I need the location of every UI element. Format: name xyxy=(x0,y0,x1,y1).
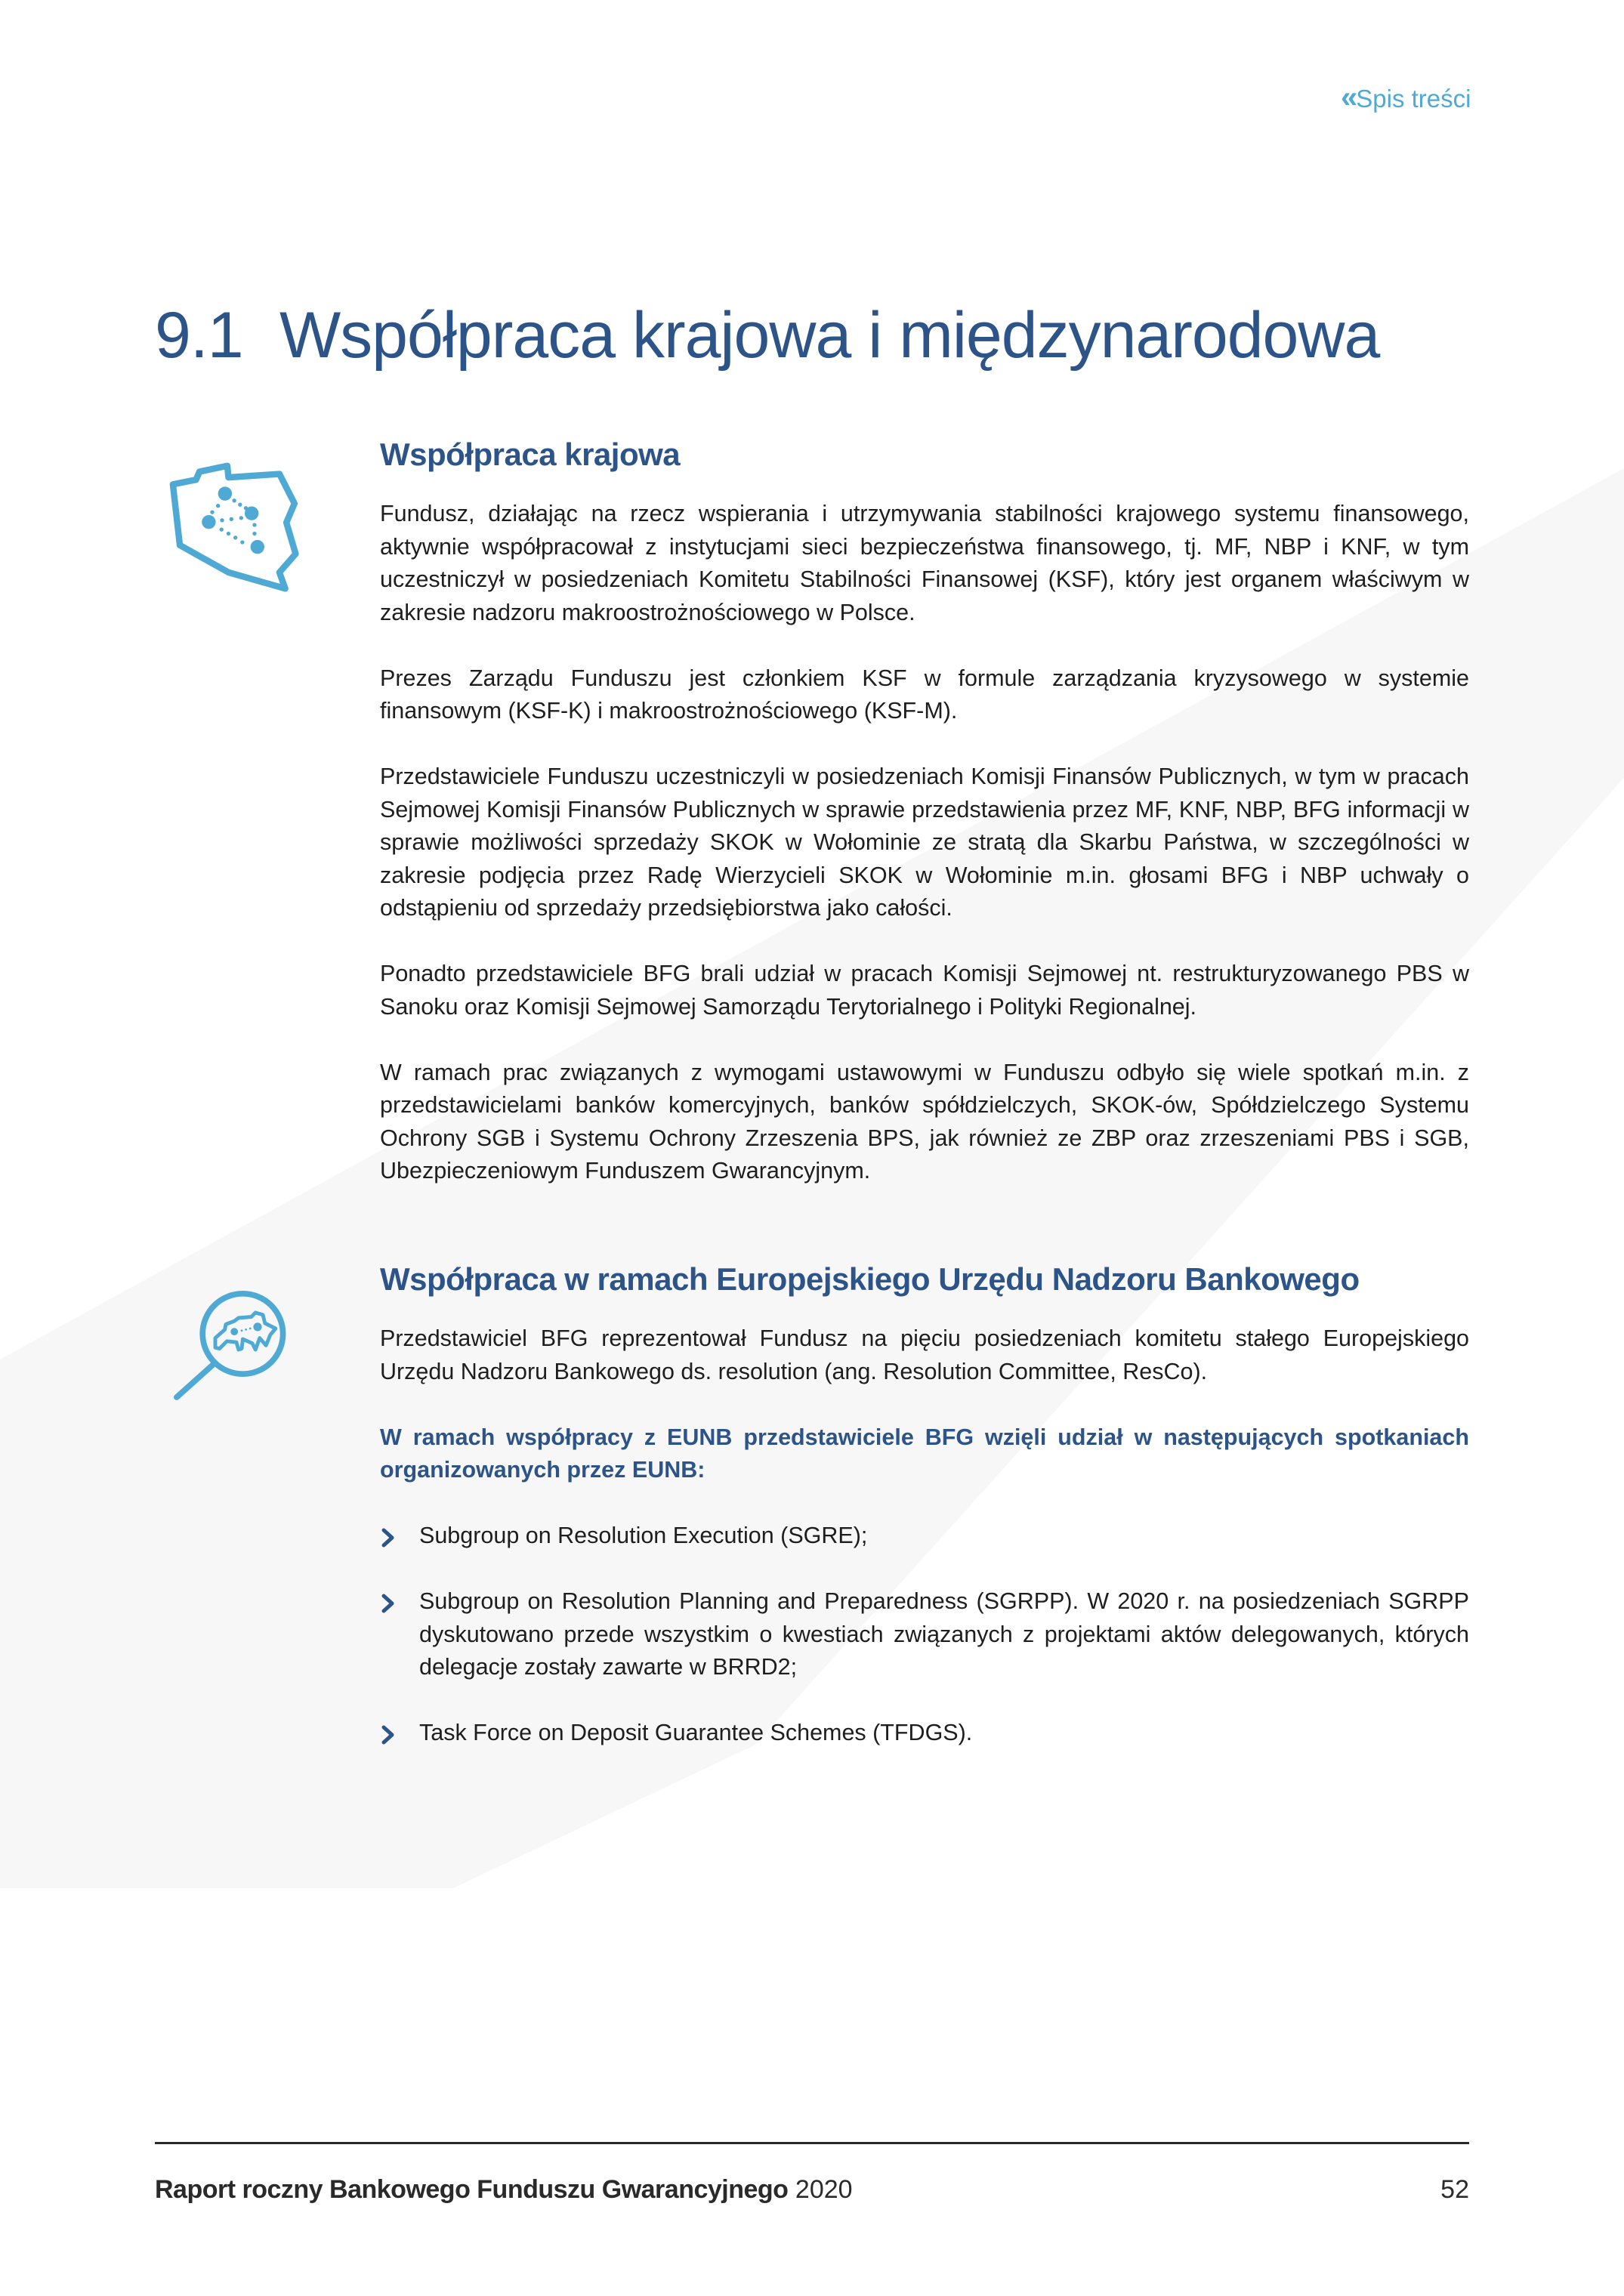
poland-map-network-icon xyxy=(160,438,334,612)
report-year: 2020 xyxy=(795,2175,853,2204)
chevron-right-icon xyxy=(380,1593,397,1614)
toc-link-label: Spis treści xyxy=(1356,85,1471,113)
list-item-text: Task Force on Deposit Guarantee Schemes (TFDGS). xyxy=(419,1720,973,1745)
table-of-contents-link[interactable] xyxy=(1341,81,1471,114)
lead-paragraph: W ramach współpracy z EUNB przedstawiciele BFG wzięli udział w następujących spotkaniach organizowanych przez EUNB: xyxy=(380,1424,1469,1483)
section-title: Współpraca krajowa i międzynarodowa xyxy=(279,299,1380,372)
list-item xyxy=(380,1520,1469,1553)
list-item-text: Subgroup on Resolution Planning and Preparedness (SGRPP). W 2020 r. na posiedzeniach SGRPP dyskutowano przede wszystkim o kwestiach związanych z projektami aktów delegowanych, których delegacje zostały zawarte w BRRD2; xyxy=(419,1588,1469,1680)
page-footer xyxy=(155,2175,1469,2205)
page-title xyxy=(155,298,1379,373)
paragraph: Ponadto przedstawiciele BFG brali udział w pracach Komisji Sejmowej nt. restrukturyzowanego PBS w Sanoku oraz Komisji Sejmowej Samorządu Terytorialnego i Polityki Regionalnej. xyxy=(380,961,1469,1020)
list-item xyxy=(380,1717,1469,1750)
report-title: Raport roczny Bankowego Funduszu Gwarancyjnego xyxy=(155,2175,789,2204)
meetings-list xyxy=(380,1520,1469,1750)
page-number: 52 xyxy=(1440,2175,1469,2204)
footer-report-title xyxy=(155,2175,853,2205)
magnifier-europe-map-icon xyxy=(162,1265,321,1424)
list-item-text: Subgroup on Resolution Execution (SGRE); xyxy=(419,1523,868,1548)
paragraph: W ramach prac związanych z wymogami ustawowymi w Funduszu odbyło się wiele spotkań m.in. z przedstawicielami banków komercyjnych, banków spółdzielczych, SKOK-ów, Spółdzielczego Systemu Ochrony SGB i Systemu Ochrony Zrzeszenia BPS, jak również ze ZBP oraz zrzeszeniami PBS i SGB, Ubezpieczeniowym Funduszem Gwarancyjnym. xyxy=(380,1059,1469,1183)
chevron-right-icon xyxy=(380,1527,397,1548)
chevron-right-icon xyxy=(380,1724,397,1745)
paragraph: Fundusz, działając na rzecz wspierania i utrzymywania stabilności krajowego systemu finansowego, aktywnie współpracował z instytucjami sieci bezpieczeństwa finansowego, tj. MF, NBP i KNF, w tym uczestniczył w posiedzeniach Komitetu Stabilności Finansowej (KSF), który jest organem właściwym w zakresie nadzoru makroostrożnościowego w Polsce. xyxy=(380,501,1469,625)
double-chevron-left-icon: « xyxy=(1341,81,1354,114)
list-item xyxy=(380,1585,1469,1684)
paragraph: Prezes Zarządu Funduszu jest członkiem KSF w formule zarządzania kryzysowego w systemie finansowym (KSF-K) i makroostrożnościowego (KSF-M). xyxy=(380,665,1469,724)
section-heading: Współpraca krajowa xyxy=(380,437,681,472)
section-national-cooperation xyxy=(380,437,1469,1221)
section-heading: Współpraca w ramach Europejskiego Urzędu Nadzoru Bankowego xyxy=(380,1261,1360,1297)
paragraph: Przedstawiciel BFG reprezentował Fundusz na pięciu posiedzeniach komitetu stałego Europejskiego Urzędu Nadzoru Bankowego ds. resolution (ang. Resolution Committee, ResCo). xyxy=(380,1325,1469,1384)
footer-divider xyxy=(155,2142,1469,2144)
paragraph: Przedstawiciele Funduszu uczestniczyli w posiedzeniach Komisji Finansów Publicznych, w tym w pracach Sejmowej Komisji Finansów Publicznych w sprawie przedstawienia przez MF, KNF, NBP, BFG informacji w sprawie możliwości sprzedaży SKOK w Wołominie ze stratą dla Skarbu Państwa, w szczególności w zakresie podjęcia przez Radę Wierzycieli SKOK w Wołominie m.in. głosami BFG i NBP uchwały o odstąpieniu od sprzedaży przedsiębiorstwa jako całości. xyxy=(380,764,1469,921)
section-number: 9.1 xyxy=(155,299,243,372)
section-eba-cooperation xyxy=(380,1261,1469,1782)
